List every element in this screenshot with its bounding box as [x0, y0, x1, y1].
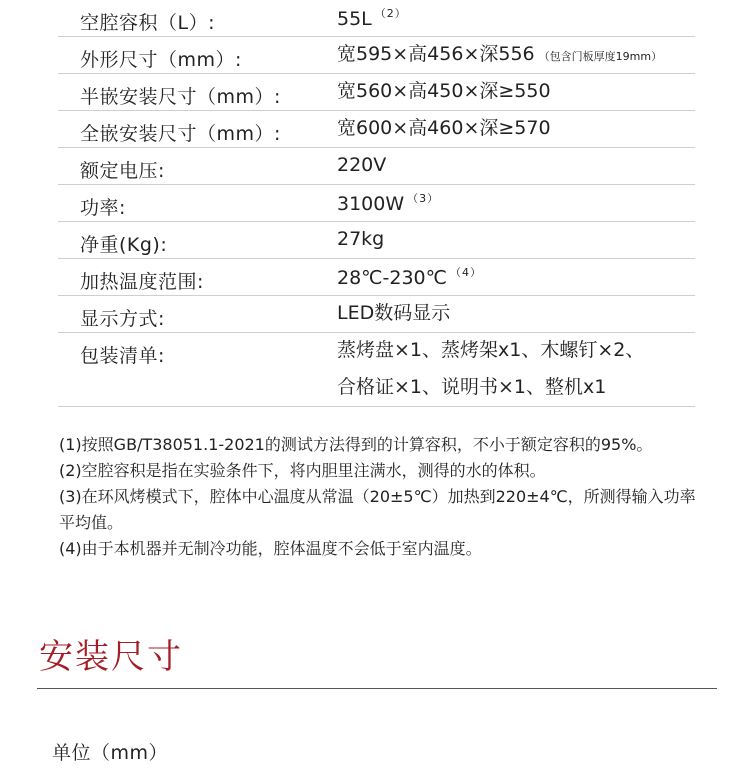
spec-value: [337, 45, 662, 64]
spec-value: [337, 267, 482, 288]
section-title: 安装尺寸: [39, 637, 183, 677]
spec-value: [337, 341, 644, 397]
spec-row-display: [58, 296, 695, 333]
footnote-4: (4)由于本机器并无制冷功能，腔体温度不会低于室内温度。: [59, 539, 482, 558]
spec-row-package-list: [58, 333, 695, 407]
spec-row-weight: [58, 222, 695, 259]
spec-label: 净重(Kg):: [80, 234, 168, 256]
section-divider: [37, 688, 717, 689]
spec-value-line1: 蒸烤盘×1、蒸烤架x1、木螺钉×2、: [337, 339, 645, 361]
spec-note: （包含门板厚度19mm）: [538, 50, 663, 63]
spec-label: 外形尺寸（mm）:: [80, 49, 242, 71]
spec-row-power: [58, 185, 695, 222]
spec-row-dimensions: [58, 37, 695, 74]
spec-row-semi-built-in: [58, 74, 695, 111]
spec-value: 宽560×高450×深≥550: [337, 80, 551, 102]
spec-value-text: 28℃-230℃: [337, 267, 447, 289]
footnote-ref: （2）: [374, 7, 407, 20]
footnote-ref: （3）: [407, 192, 440, 205]
spec-label: 包装清单:: [80, 345, 165, 367]
spec-value-line2: 合格证×1、说明书×1、整机x1: [337, 376, 607, 398]
spec-value-text: 宽595×高456×深556: [337, 43, 535, 65]
spec-table: [58, 0, 695, 407]
spec-label: 功率:: [80, 197, 126, 219]
footnote-2: (2)空腔容积是指在实验条件下，将内胆里注满水，测得的水的体积。: [59, 461, 546, 480]
spec-row-voltage: [58, 148, 695, 185]
spec-label: 显示方式:: [80, 308, 165, 330]
spec-value-text: 3100W: [337, 193, 405, 215]
spec-row-full-built-in: [58, 111, 695, 148]
footnote-ref: （4）: [449, 266, 482, 279]
spec-row-cavity-volume: [58, 0, 695, 37]
spec-value: [337, 193, 439, 214]
spec-value: 宽600×高460×深≥570: [337, 117, 551, 139]
spec-label: 半嵌安装尺寸（mm）:: [80, 86, 281, 108]
spec-label: 全嵌安装尺寸（mm）:: [80, 123, 281, 145]
spec-label: 空腔容积（L）:: [80, 12, 215, 34]
spec-value: 220V: [337, 154, 387, 176]
footnote-3: (3)在环风烤模式下，腔体中心温度从常温（20±5℃）加热到220±4℃，所测得输入功率平均值。: [59, 487, 696, 532]
footnotes: [59, 432, 699, 562]
spec-row-temperature-range: [58, 259, 695, 296]
spec-value: 27kg: [337, 228, 385, 250]
spec-label: 额定电压:: [80, 160, 165, 182]
unit-label: 单位（mm）: [52, 742, 169, 764]
spec-value: LED数码显示: [337, 302, 451, 324]
spec-value-text: 55L: [337, 8, 372, 30]
footnote-1: (1)按照GB/T38051.1-2021的测试方法得到的计算容积，不小于额定容积的95%。: [59, 435, 653, 454]
spec-label: 加热温度范围:: [80, 271, 204, 293]
spec-value: [337, 8, 407, 29]
